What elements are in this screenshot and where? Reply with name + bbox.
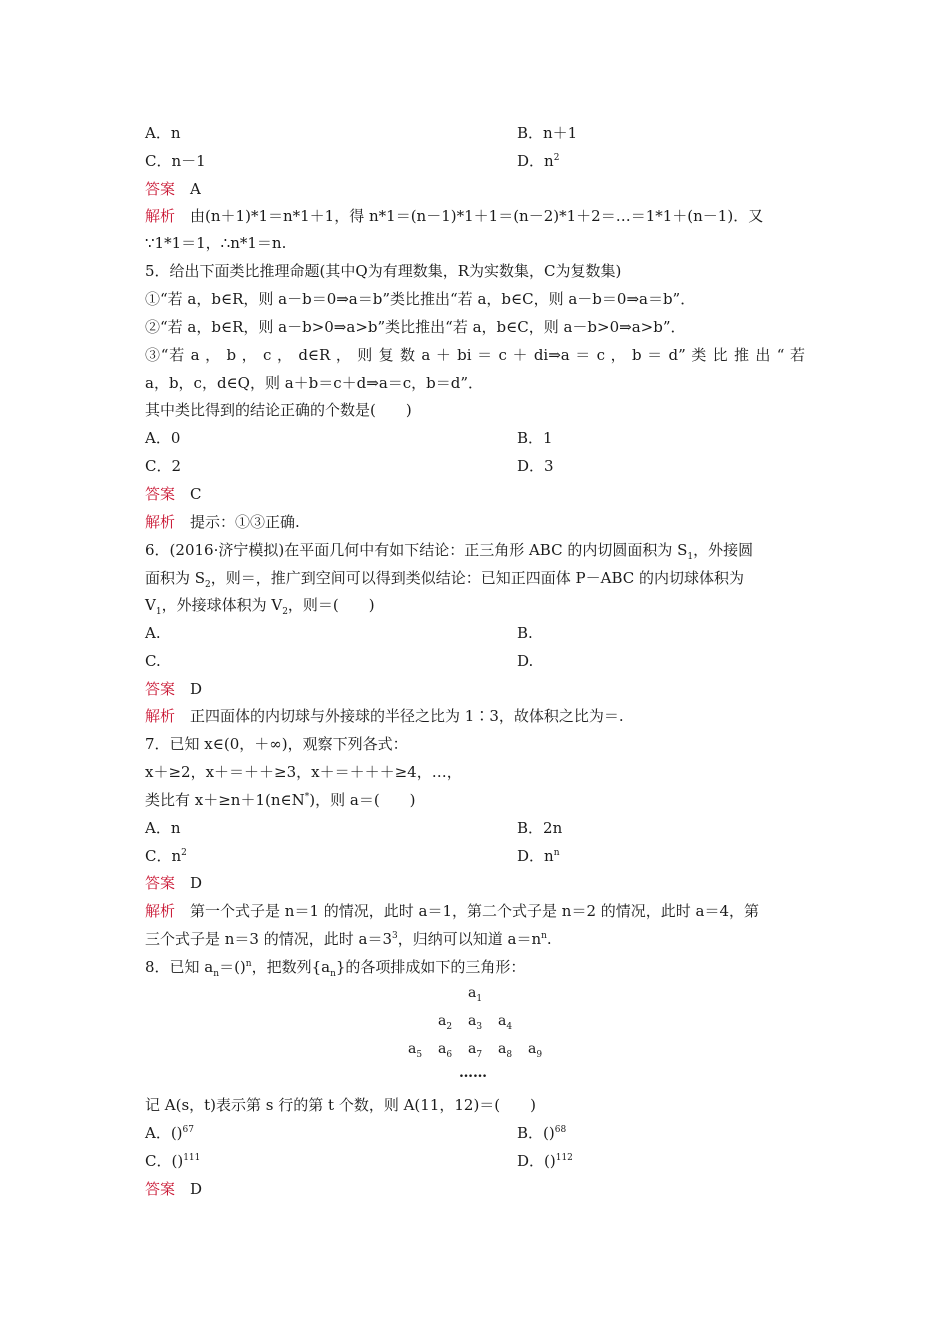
option-a: A．0 — [145, 429, 181, 447]
answer-label: 答案 — [145, 485, 176, 503]
proposition-3: ③“若 a ， b ， c ， d∈R ， 则 复 数 a ＋ bi ＝ c ＋ di⇒a ＝ c ， b ＝ d” 类 比 推 出 “ 若 — [145, 346, 805, 364]
question-stem-continuation: 面积为 $S_2$，则＝，推广到空间可以得到类似结论：已知正四面体 P－ABC 的内切球体积为 — [145, 569, 745, 590]
triangle-term: $a_2$ — [437, 1013, 453, 1032]
option-a: A．n — [145, 124, 181, 142]
option-d: D．3 — [517, 457, 554, 475]
option-b: B．2n — [517, 819, 563, 837]
triangle-ellipsis: …… — [459, 1065, 487, 1081]
explanation-line: 解析 由(n＋1)*1＝n*1＋1，得 n*1＝(n－1)*1＋1＝(n－2)*1＋2＝…＝1*1＋(n－1)．又 — [145, 207, 764, 225]
explanation-label: 解析 — [145, 513, 176, 531]
question-prompt: 类比有 x＋≥n＋1(n∈N*)，则 a＝( ) — [145, 791, 416, 809]
option-a: A. — [145, 624, 161, 642]
question-prompt: 记 A(s，t)表示第 s 行的第 t 个数，则 A(11，12)＝( ) — [145, 1096, 537, 1114]
triangle-row-2 — [430, 1013, 520, 1032]
answer-label: 答案 — [145, 180, 176, 198]
triangle-term: $a_6$ — [437, 1041, 453, 1060]
triangle-term: $a_5$ — [407, 1041, 423, 1060]
proposition-3-continuation: a，b，c，d∈Q，则 a＋b＝c＋d⇒a＝c，b＝d”． — [145, 374, 484, 392]
option-a: A．n — [145, 819, 181, 837]
option-d: D．$n^n$ — [517, 847, 560, 865]
answer-line: 答案 D — [145, 874, 203, 892]
question-stem-continuation: $V_1$，外接球体积为 $V_2$，则＝( ) — [145, 596, 375, 617]
question-prompt: 其中类比得到的结论正确的个数是( ) — [145, 401, 412, 419]
option-b: B．1 — [517, 429, 553, 447]
triangle-term: $a_1$ — [467, 985, 483, 1004]
answer-label: 答案 — [145, 680, 176, 698]
explanation-line: 解析 提示：①③正确. — [145, 513, 300, 531]
option-c: C．()$^{111}$ — [145, 1152, 201, 1170]
option-b: B．()$^{68}$ — [517, 1124, 567, 1142]
option-d: D．()$^{112}$ — [517, 1152, 573, 1170]
explanation-label: 解析 — [145, 707, 176, 725]
proposition-2: ②“若 a，b∈R，则 a－b>0⇒a>b”类比推出“若 a，b∈C，则 a－b>0⇒a>b”． — [145, 318, 686, 336]
triangle-row-1 — [460, 985, 490, 1004]
question-stem: 8．已知 $a_n=()^n$，把数列$\{a_n\}$的各项排成如下的三角形： — [145, 958, 526, 979]
option-b: B. — [517, 624, 533, 642]
option-c: C. — [145, 652, 161, 670]
explanation-continuation: 三个式子是 n＝3 的情况，此时 $a=3^3$，归纳可以知道 $a=n^n$. — [145, 930, 552, 948]
answer-label: 答案 — [145, 1180, 176, 1198]
answer-line: 答案 D — [145, 680, 203, 698]
explanation-continuation: ∵1*1＝1，∴n*1＝n. — [145, 234, 287, 252]
option-d: D．$n^2$ — [517, 152, 560, 170]
proposition-1: ①“若 a，b∈R，则 a－b＝0⇒a＝b”类比推出“若 a，b∈C，则 a－b＝0⇒a＝b”． — [145, 290, 696, 308]
option-c: C．$n^2$ — [145, 847, 187, 865]
option-c: C．n－1 — [145, 152, 206, 170]
answer-line: 答案 D — [145, 1180, 203, 1198]
answer-line: 答案 A — [145, 180, 201, 198]
triangle-term: $a_3$ — [467, 1013, 483, 1032]
explanation-label: 解析 — [145, 902, 176, 920]
triangle-term: $a_7$ — [467, 1041, 483, 1060]
question-stem: 6．(2016·济宁模拟)在平面几何中有如下结论：正三角形 ABC 的内切圆面积为 $S_1$，外接圆 — [145, 541, 754, 562]
formula-line: x＋≥2，x＋＝＋＋≥3，x＋＝＋＋＋≥4，…， — [145, 763, 462, 781]
triangle-term: $a_4$ — [497, 1013, 513, 1032]
question-stem: 5．给出下面类比推理命题(其中Q为有理数集，R为实数集，C为复数集) — [145, 262, 622, 280]
option-b: B．n＋1 — [517, 124, 578, 142]
triangle-term: $a_9$ — [527, 1041, 543, 1060]
explanation-line: 解析 第一个式子是 n＝1 的情况，此时 a＝1，第二个式子是 n＝2 的情况，此时 a＝4，第 — [145, 902, 760, 920]
option-c: C．2 — [145, 457, 182, 475]
triangle-row-3 — [400, 1041, 550, 1060]
explanation-label: 解析 — [145, 207, 176, 225]
option-a: A．()$^{67}$ — [145, 1124, 194, 1142]
answer-label: 答案 — [145, 874, 176, 892]
answer-line: 答案 C — [145, 485, 202, 503]
explanation-line: 解析 正四面体的内切球与外接球的半径之比为 1∶3，故体积之比为＝. — [145, 707, 624, 725]
question-stem: 7．已知 x∈(0，＋∞)，观察下列各式： — [145, 735, 408, 753]
triangle-term: $a_8$ — [497, 1041, 513, 1060]
option-d: D. — [517, 652, 534, 670]
